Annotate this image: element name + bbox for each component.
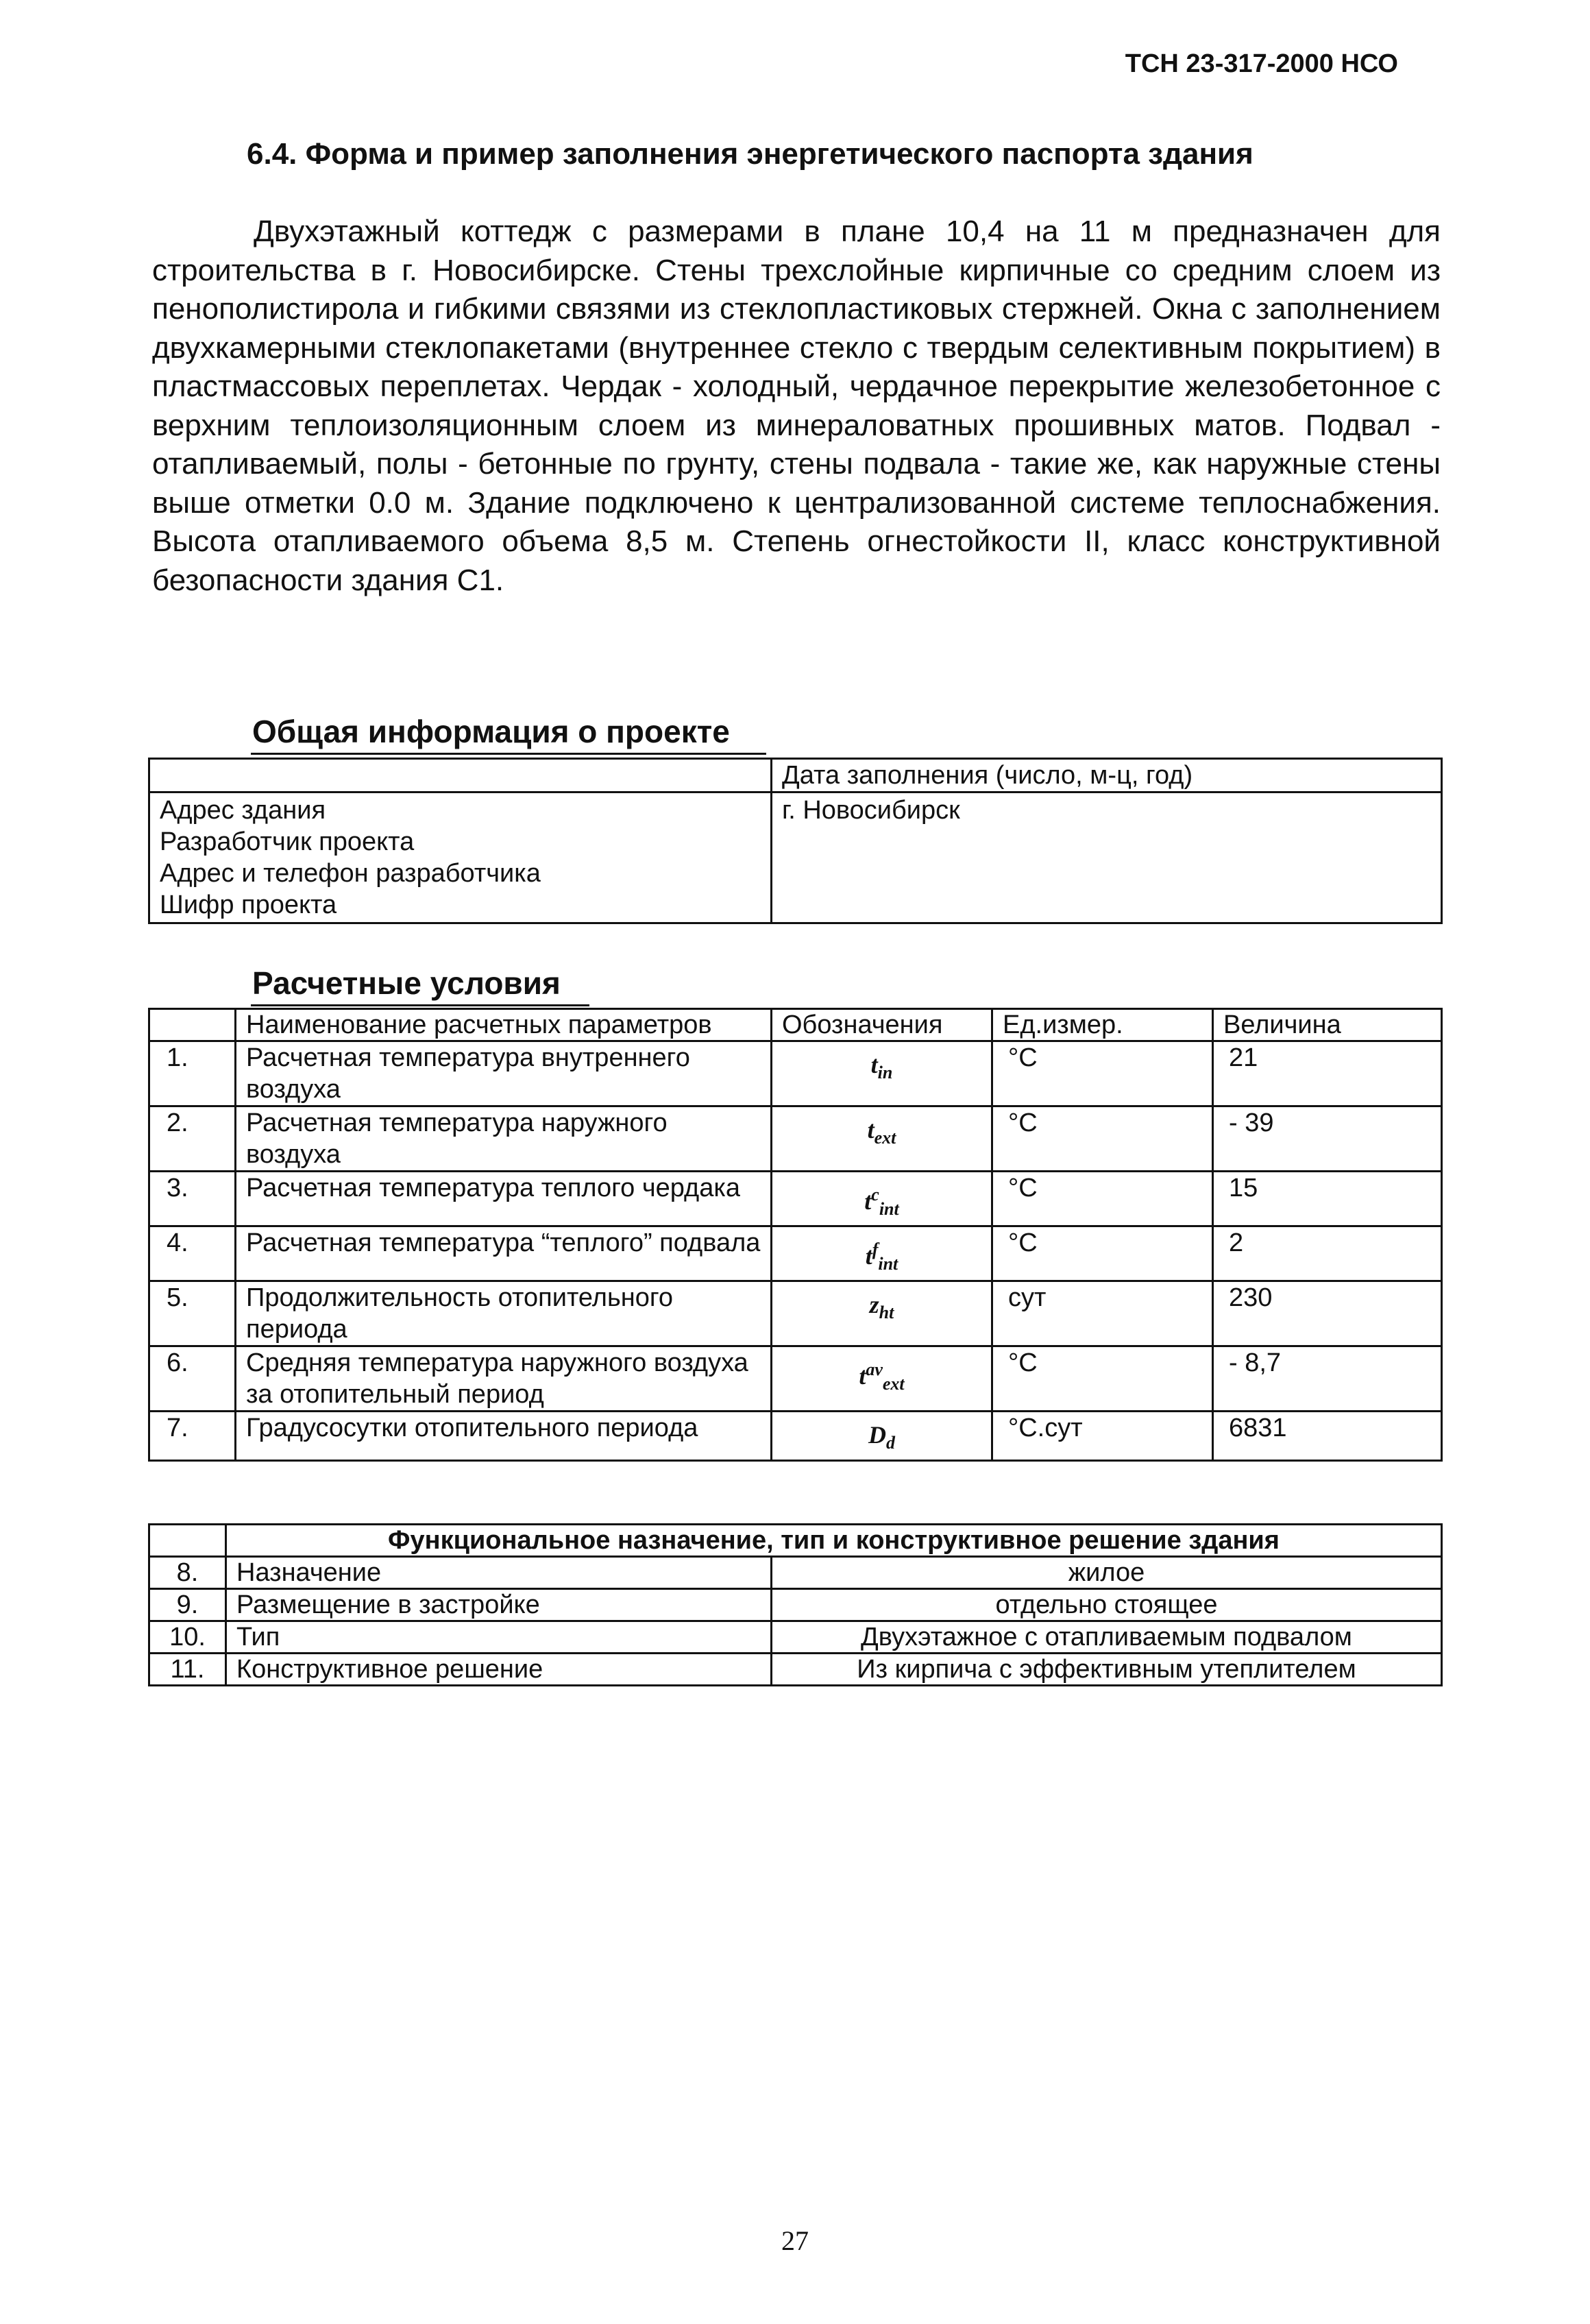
general-info-caption-underline [251,753,766,755]
param-name: Расчетная температура наружного воздуха [236,1106,772,1172]
param-symbol [772,1412,992,1460]
param-value: 21 [1213,1041,1442,1106]
param-number: 1. [149,1041,236,1106]
general-info-values [772,792,1442,923]
param-number: 5. [149,1281,236,1346]
symbol-base: t [865,1242,872,1270]
row-value: Двухэтажное с отапливаемым подвалом [772,1621,1442,1654]
functional-table [148,1523,1443,1686]
general-info-table [148,758,1443,924]
header-symbol: Обозначения [772,1009,992,1041]
row-number: 11. [149,1654,226,1686]
param-name: Продолжительность отопительного периода [236,1281,772,1346]
document-code: ТСН 23-317-2000 НСО [1125,49,1398,78]
symbol-base: t [870,1051,878,1078]
header-param-name: Наименование расчетных параметров [236,1009,772,1041]
symbol-base: D [868,1421,886,1449]
symbol-base: t [867,1116,874,1143]
empty-cell [149,759,772,792]
row-label: Назначение [226,1557,772,1589]
param-name: Градусосутки отопительного периода [236,1412,772,1460]
header-value: Величина [1213,1009,1442,1041]
param-name: Средняя температура наружного воздуха за отопительный период [236,1346,772,1412]
param-value: 15 [1213,1172,1442,1226]
row-number: 10. [149,1621,226,1654]
symbol-subscript: in [877,1063,893,1083]
general-info-caption: Общая информация о проекте [252,714,730,749]
calc-conditions-caption-underline [251,1004,589,1006]
intro-paragraph: Двухэтажный коттедж с размерами в плане 10,4 на 11 м предназначен для строительства в г. Новосибирске. Стены трехслойные кирпичные со средним слоем из пенополистирола и гибкими связями из стеклопластиковых стержней. Окна с заполнением двухкамерными стеклопакетами (внутреннее стекло с твердым селективным покрытием) в пластмассовых переплетах. Чердак - холодный, чердачное перекрытие железобетонное с верхним теплоизоляционным слоем из минераловатных прошивных матов. Подвал - отапливаемый, полы - бетонные по грунту, стены подвала - такие же, как наружные стены выше отметки 0.0 м. Здание подключено к централизованной системе теплоснабжения. Высота отапливаемого объема 8,5 м. Степень огнестойкости II, класс конструктивной безопасности здания С1. [152,215,1441,597]
param-value: 2 [1213,1226,1442,1281]
date-label-cell: Дата заполнения (число, м-ц, год) [772,759,1442,792]
param-number: 6. [149,1346,236,1412]
param-value: 6831 [1213,1412,1442,1460]
row-value: Из кирпича с эффективным утеплителем [772,1654,1442,1686]
param-symbol [772,1172,992,1226]
param-symbol [772,1346,992,1412]
general-info-body-row [149,792,1442,923]
calc-header-row [149,1009,1442,1041]
calc-row [149,1106,1442,1172]
param-name: Расчетная температура теплого чердака [236,1172,772,1226]
param-symbol [772,1041,992,1106]
functional-row [149,1654,1442,1686]
calc-body [149,1041,1442,1461]
label-developer-contact: Адрес и телефон разработчика [160,859,541,888]
header-num [149,1009,236,1041]
calc-row [149,1172,1442,1226]
param-number: 3. [149,1172,236,1226]
functional-row [149,1621,1442,1654]
row-value: жилое [772,1557,1442,1589]
row-label: Конструктивное решение [226,1654,772,1686]
value-building-address: г. Новосибирск [782,796,960,825]
param-value: - 8,7 [1213,1346,1442,1412]
symbol-base: t [859,1362,866,1390]
param-name: Расчетная температура внутреннего воздуха [236,1041,772,1106]
symbol-subscript: d [886,1433,895,1453]
symbol-superscript: f [872,1239,879,1260]
param-value: 230 [1213,1281,1442,1346]
param-symbol [772,1281,992,1346]
calc-row [149,1346,1442,1412]
symbol-subscript: ext [882,1374,905,1394]
param-unit: °С [992,1346,1213,1412]
calc-row [149,1226,1442,1281]
calc-row [149,1412,1442,1460]
label-project-developer: Разработчик проекта [160,827,415,856]
symbol-subscript: ext [874,1128,896,1148]
param-unit: сут [992,1281,1213,1346]
general-info-header-row [149,759,1442,792]
functional-header-row [149,1525,1442,1557]
param-name: Расчетная температура “теплого” подвала [236,1226,772,1281]
calc-row [149,1041,1442,1106]
symbol-subscript: int [878,1254,898,1274]
row-label: Тип [226,1621,772,1654]
symbol-subscript: ht [879,1303,894,1323]
general-info-labels [149,792,772,923]
symbol-superscript: c [871,1185,879,1205]
param-unit: °С [992,1172,1213,1226]
label-project-code: Шифр проекта [160,891,337,919]
row-label: Размещение в застройке [226,1589,772,1621]
calc-conditions-table [148,1008,1443,1462]
symbol-subscript: int [879,1199,899,1220]
param-unit: °С [992,1106,1213,1172]
row-number: 8. [149,1557,226,1589]
row-number: 9. [149,1589,226,1621]
symbol-base: z [869,1291,879,1319]
empty-cell [149,1525,226,1557]
section-title: 6.4. Форма и пример заполнения энергетического паспорта здания [247,137,1253,171]
param-number: 2. [149,1106,236,1172]
param-number: 7. [149,1412,236,1460]
param-symbol [772,1106,992,1172]
functional-body [149,1557,1442,1686]
param-unit: °С.сут [992,1412,1213,1460]
functional-row [149,1589,1442,1621]
header-unit: Ед.измер. [992,1009,1213,1041]
page-number: 27 [781,2225,809,2256]
param-unit: °С [992,1041,1213,1106]
label-building-address: Адрес здания [160,796,326,825]
param-symbol [772,1226,992,1281]
row-value: отдельно стоящее [772,1589,1442,1621]
functional-header: Функциональное назначение, тип и конструктивное решение здания [226,1525,1442,1557]
symbol-base: t [864,1187,872,1215]
param-unit: °С [992,1226,1213,1281]
symbol-superscript: av [866,1359,883,1380]
calc-conditions-caption: Расчетные условия [252,965,561,1001]
param-number: 4. [149,1226,236,1281]
calc-row [149,1281,1442,1346]
param-value: - 39 [1213,1106,1442,1172]
functional-row [149,1557,1442,1589]
